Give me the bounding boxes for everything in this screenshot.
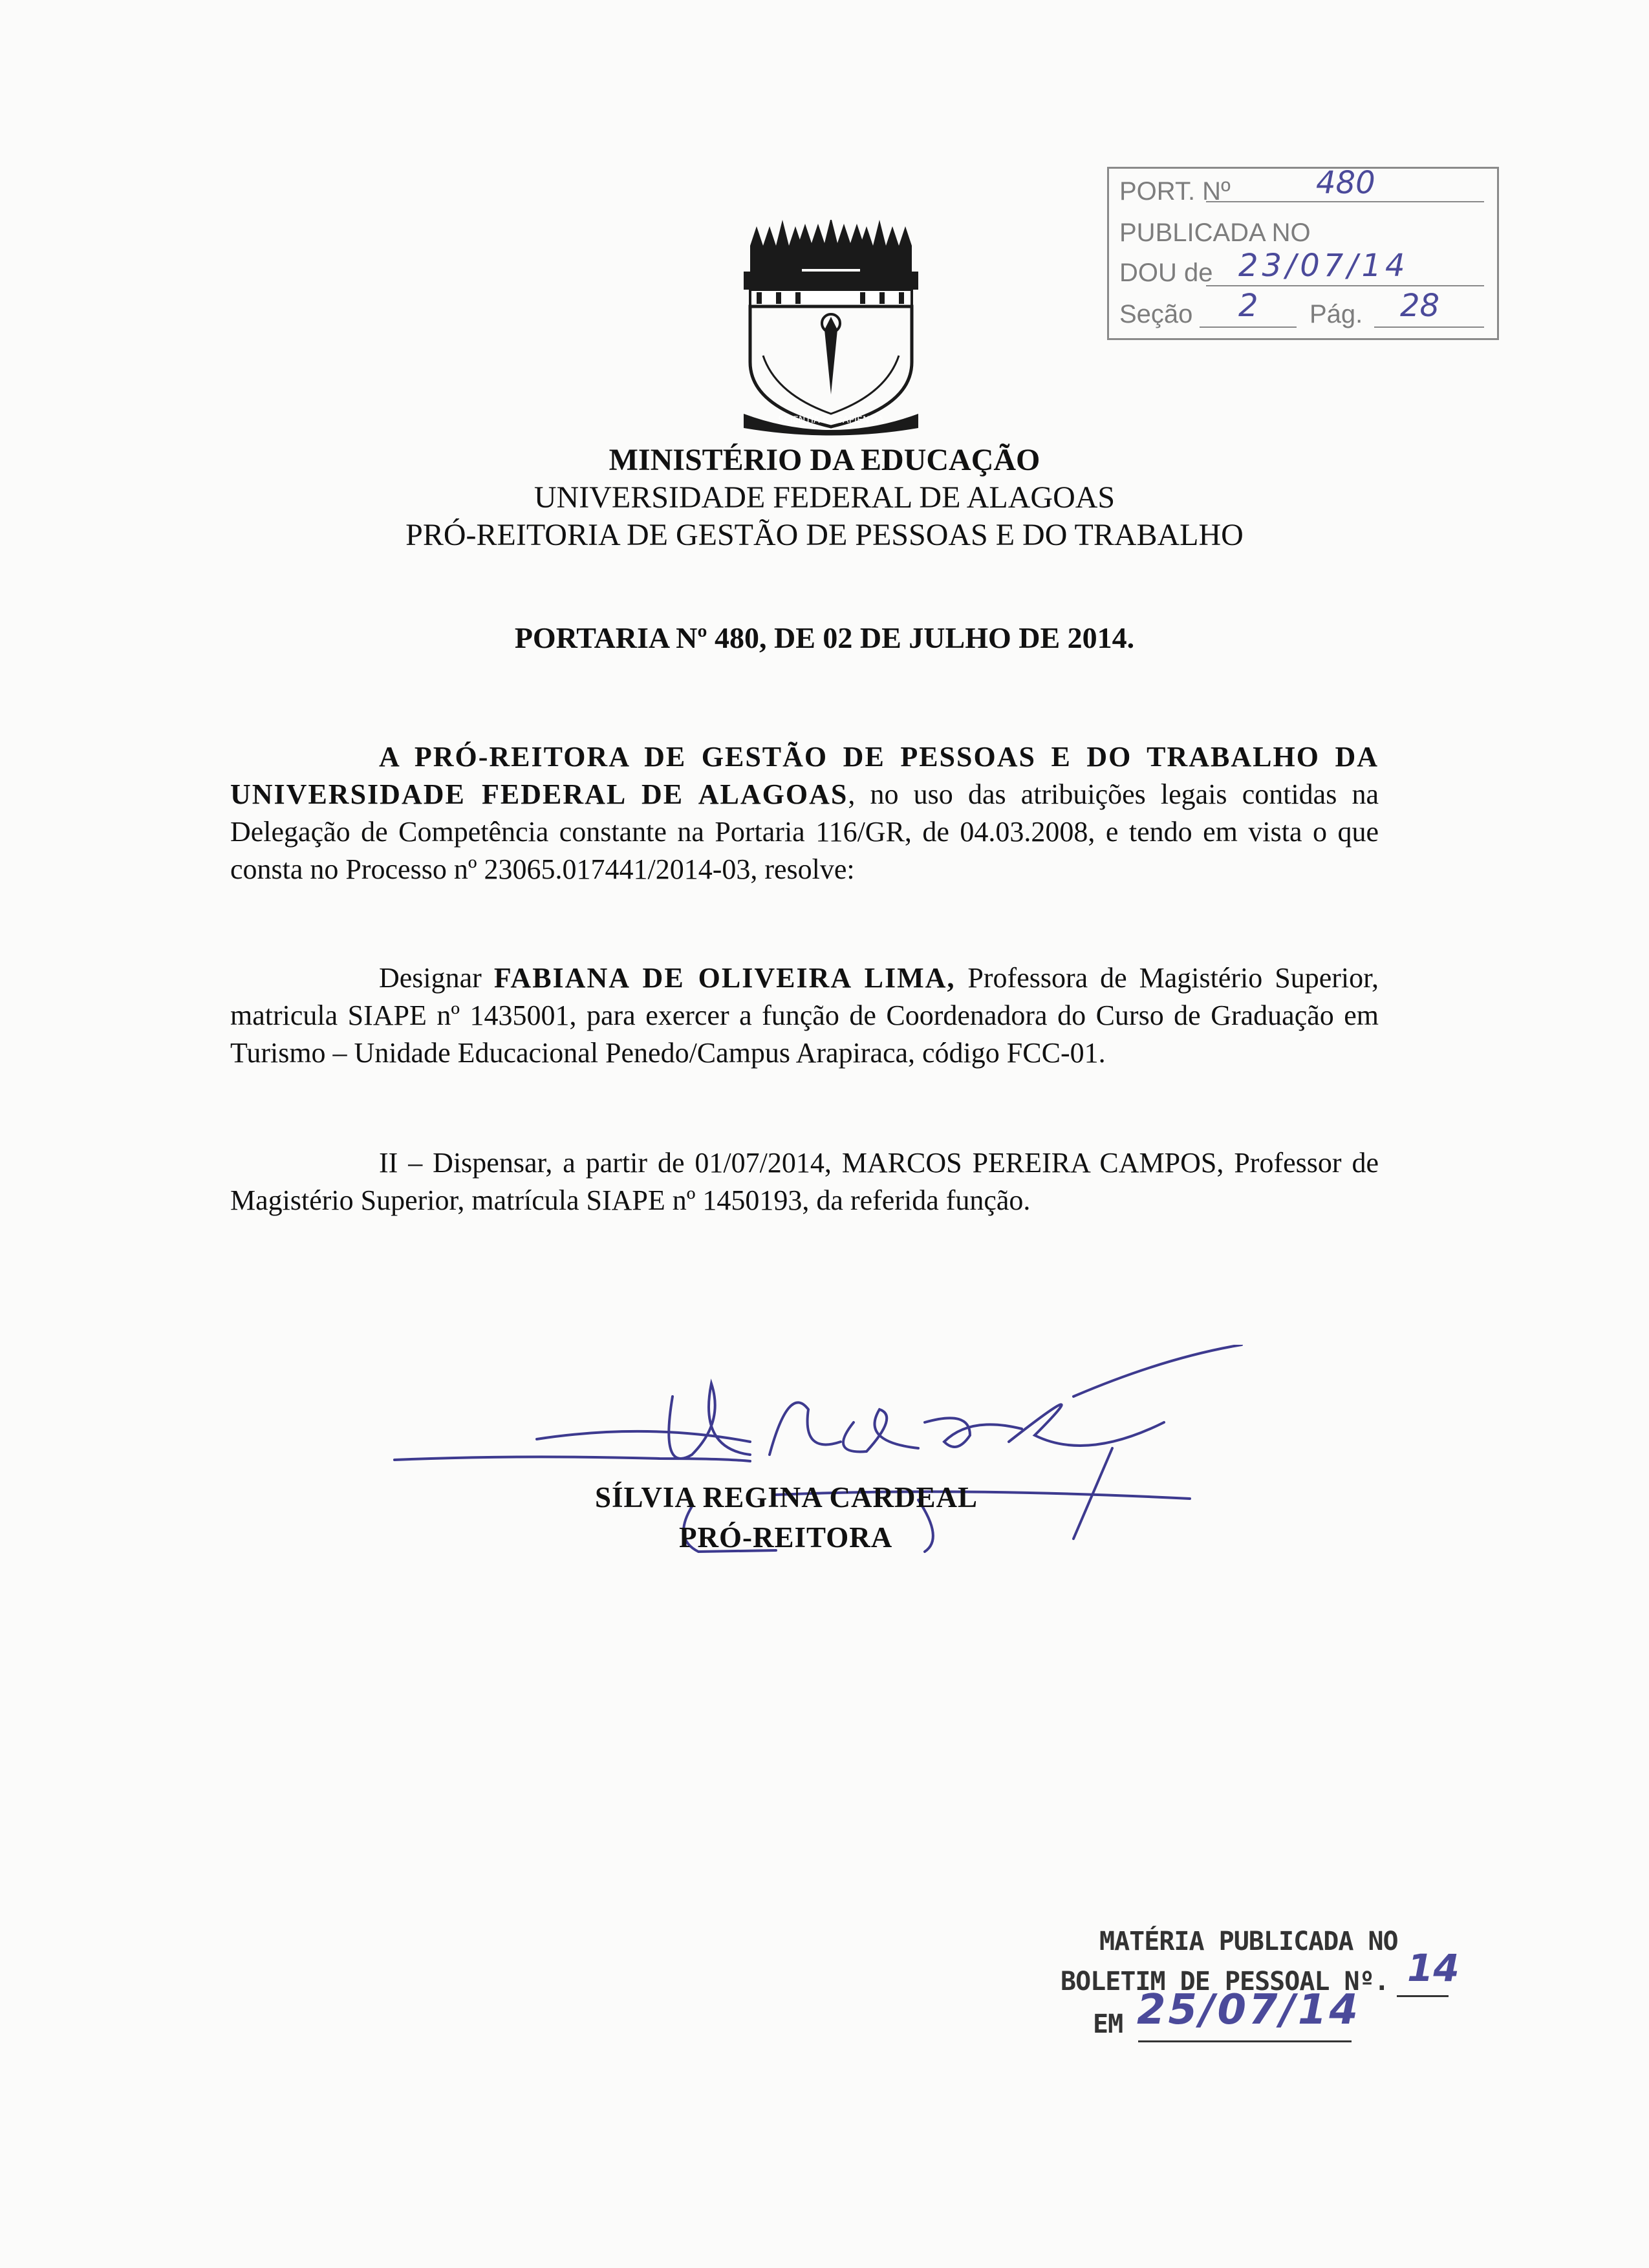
- signer-role: PRÓ-REITORA: [679, 1521, 893, 1554]
- stamp-secao-label: Seção: [1119, 300, 1193, 328]
- preamble-paragraph: [230, 738, 1379, 888]
- article-2-paragraph: [230, 1144, 1379, 1219]
- bulletin-stamp-number: 14: [1407, 1946, 1460, 1990]
- publication-stamp: [1107, 167, 1499, 340]
- stamp-port-value: 480: [1316, 165, 1375, 201]
- article-1-text: Professora de Magistério Superior, matricula SIAPE nº 1435001, para exercer a função de Coordenadora do Curso de Graduação em Turismo – Unidade Educacional Penedo/Campus Arapiraca, código FCC-01.: [230, 962, 1379, 1069]
- header-university: UNIVERSIDADE FEDERAL DE ALAGOAS: [534, 480, 1116, 515]
- signer-name: SÍLVIA REGINA CARDEAL: [595, 1481, 978, 1514]
- stamp-dou-label: DOU de: [1119, 259, 1213, 287]
- document-title: PORTARIA Nº 480, DE 02 DE JULHO DE 2014.: [514, 621, 1135, 654]
- header-ministry: MINISTÉRIO DA EDUCAÇÃO: [609, 443, 1040, 477]
- stamp-dou-value: 23/07/14: [1238, 248, 1409, 284]
- article-1-paragraph: [230, 959, 1379, 1072]
- article-1-lead: Designar: [379, 962, 494, 994]
- preamble-authority: A PRÓ-REITORA DE GESTÃO DE PESSOAS E DO TRABALHO DA UNIVERSIDADE FEDERAL DE ALAGOAS: [230, 741, 1379, 810]
- article-1-name: FABIANA DE OLIVEIRA LIMA,: [493, 962, 956, 994]
- bulletin-stamp-line1: MATÉRIA PUBLICADA NO: [1099, 1927, 1398, 1956]
- emblem-motto: SCIENTIA ET SAPIENTIA: [778, 415, 884, 425]
- university-coat-of-arms-icon: [737, 220, 925, 440]
- header-office: PRÓ-REITORIA DE GESTÃO DE PESSOAS E DO TRABALHO: [405, 518, 1244, 552]
- stamp-pag-value: 28: [1400, 288, 1440, 324]
- bulletin-stamp-line2-label: BOLETIM DE PESSOAL Nº.: [1061, 1967, 1389, 1996]
- bulletin-stamp-date: 25/07/14: [1137, 1986, 1361, 2034]
- stamp-pag-label: Pág.: [1310, 300, 1363, 328]
- stamp-port-label: PORT. Nº: [1119, 177, 1231, 206]
- stamp-publicada-label: PUBLICADA NO: [1119, 219, 1311, 247]
- bulletin-stamp: [1061, 1914, 1460, 2082]
- article-2-text: II – Dispensar, a partir de 01/07/2014, MARCOS PEREIRA CAMPOS, Professor de Magistério Superior, matrícula SIAPE nº 1450193, da referida função.: [230, 1147, 1379, 1216]
- bulletin-stamp-line3-label: EM: [1093, 2009, 1123, 2039]
- preamble-text: , no uso das atribuições legais contidas na Delegação de Competência constante na Portaria 116/GR, de 04.03.2008, e tendo em vista o que consta no Processo nº 23065.017441/2014-03, resolve:: [230, 778, 1379, 885]
- stamp-secao-value: 2: [1238, 288, 1258, 324]
